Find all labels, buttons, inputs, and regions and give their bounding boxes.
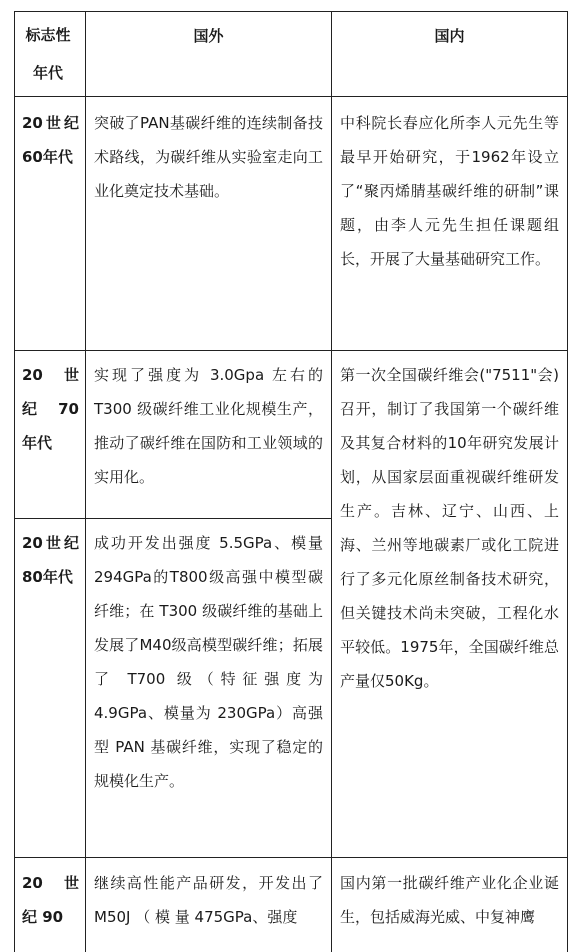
foreign-cell-70s: 实现了强度为 3.0Gpa 左右的T300 级碳纤维工业化规模生产，推动了碳纤维在国防和工业领域的实用化。 xyxy=(94,366,323,486)
comparison-table xyxy=(14,11,568,952)
header-era: 标志性年代 xyxy=(25,26,71,82)
domestic-cell-70s-80s: 第一次全国碳纤维会("7511"会)召开，制订了我国第一个碳纤维及其复合材料的10年研究发展计划，从国家层面重视碳纤维研发生产。吉林、辽宁、山西、上海、兰州等地碳素厂或化工院进行了多元化原丝制备技术研究，但关键技术尚未突破，工程化水平较低。1975年，全国碳纤维总产量仅50Kg。 xyxy=(340,366,559,690)
foreign-cell-80s: 成功开发出强度 5.5GPa、模量294GPa的T800级高强中模型碳纤维；在 T300 级碳纤维的基础上 发展了M40级高模型碳纤维；拓展了 T700 级（特征强度为4.9GPa、模量为 230GPa）高强型 PAN 基碳纤维，实现了稳定的规模化生产。 xyxy=(94,534,323,790)
header-foreign: 国外 xyxy=(193,27,224,45)
foreign-cell-60s: 突破了PAN基碳纤维的连续制备技术路线，为碳纤维从实验室走向工业化奠定技术基础。 xyxy=(94,114,323,200)
era-cell-90s: 20 世 纪 90 xyxy=(22,874,79,926)
row-divider xyxy=(14,96,568,97)
row-divider xyxy=(14,518,331,519)
table-border-top xyxy=(14,11,568,12)
domestic-cell-60s: 中科院长春应化所李人元先生等最早开始研究，于1962年设立了“聚丙烯腈基碳纤维的研制”课题，由李人元先生担任课题组长，开展了大量基础研究工作。 xyxy=(340,114,559,268)
row-divider xyxy=(14,350,568,351)
era-cell-80s: 20世纪80年代 xyxy=(22,534,79,586)
era-cell-60s: 20世纪60年代 xyxy=(22,114,79,166)
era-cell-70s: 20 世 纪 70 年代 xyxy=(22,366,79,452)
header-domestic: 国内 xyxy=(434,27,465,45)
row-divider xyxy=(14,857,568,858)
table-border-right xyxy=(567,11,568,952)
domestic-cell-90s: 国内第一批碳纤维产业化企业诞生，包括威海光威、中复神鹰 xyxy=(340,874,559,926)
foreign-cell-90s: 继续高性能产品研发，开发出了M50J （ 模 量 475GPa、强度 xyxy=(94,874,323,926)
